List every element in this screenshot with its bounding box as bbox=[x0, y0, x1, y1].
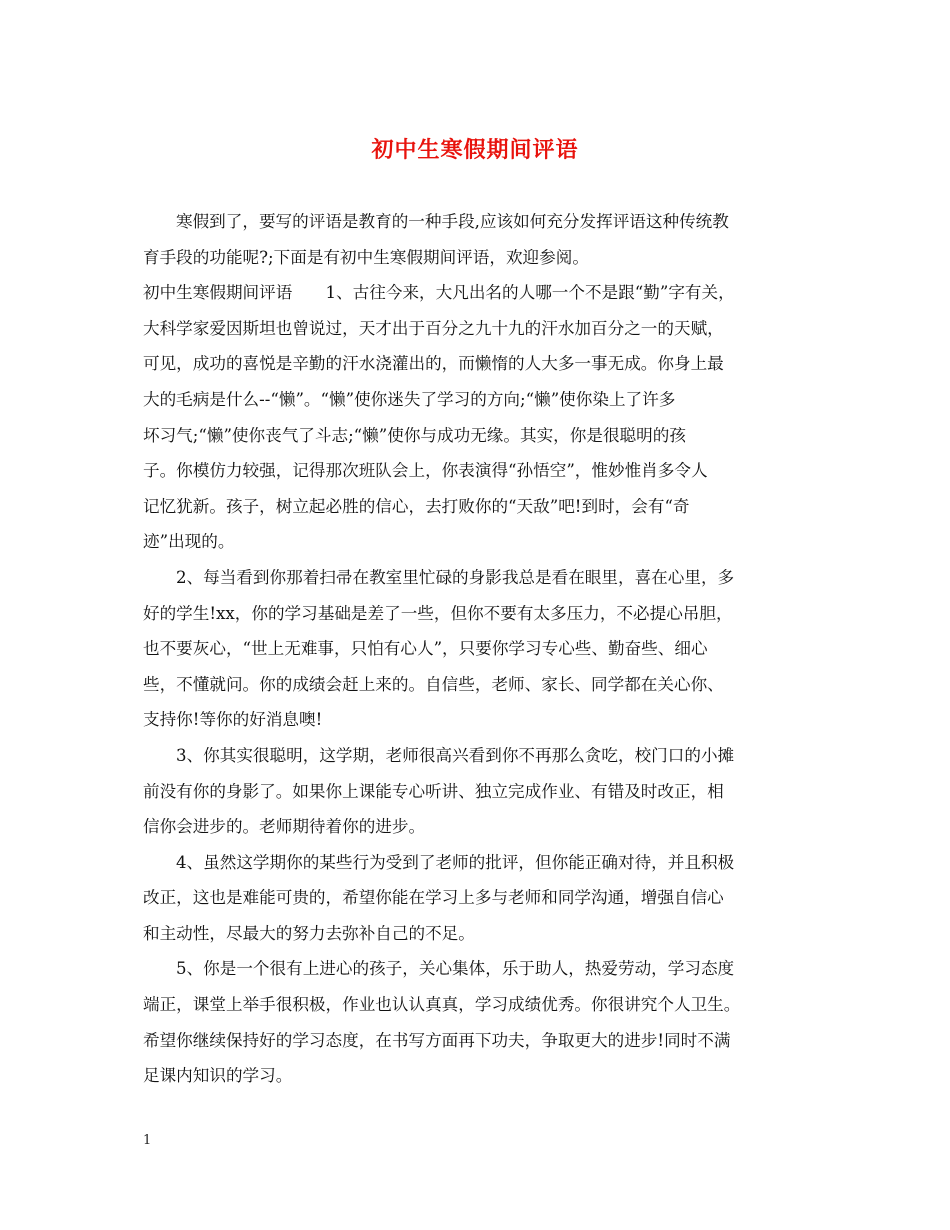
paragraph-line: 子。你模仿力较强，记得那次班队会上，你表演得“孙悟空”，惟妙惟肖多令人 bbox=[143, 461, 708, 481]
paragraph-line: 迹”出现的。 bbox=[143, 532, 235, 552]
paragraph-line: 信你会进步的。老师期待着你的进步。 bbox=[143, 817, 426, 837]
paragraph-line: 足课内知识的学习。 bbox=[143, 1066, 293, 1086]
paragraph-line: 3、你其实很聪明，这学期，老师很高兴看到你不再那么贪吃，校门口的小摊 bbox=[176, 745, 735, 765]
document-body bbox=[143, 204, 813, 1094]
document-title: 初中生寒假期间评语 bbox=[371, 137, 579, 163]
paragraph-line: 可见，成功的喜悦是辛勤的汗水浇灌出的，而懒惰的人大多一事无成。你身上最 bbox=[143, 354, 724, 374]
paragraph-line: 前没有你的身影了。如果你上课能专心听讲、独立完成作业、有错及时改正，相 bbox=[143, 781, 724, 801]
paragraph-line: 寒假到了，要写的评语是教育的一种手段,应该如何充分发挥评语这种传统教 bbox=[176, 212, 729, 231]
paragraph-line: 改正，这也是难能可贵的，希望你能在学习上多与老师和同学沟通，增强自信心 bbox=[143, 888, 724, 908]
paragraph-line: 希望你继续保持好的学习态度，在书写方面再下功夫，争取更大的进步!同时不满 bbox=[143, 1030, 731, 1050]
paragraph-line: 4、虽然这学期你的某些行为受到了老师的批评，但你能正确对待，并且积极 bbox=[176, 852, 735, 872]
paragraph-line: 支持你!等你的好消息噢! bbox=[143, 710, 323, 730]
paragraph-line: 和主动性，尽最大的努力去弥补自己的不足。 bbox=[143, 923, 475, 943]
paragraph-line: 2、每当看到你那着扫帚在教室里忙碌的身影我总是看在眼里，喜在心里，多 bbox=[176, 567, 735, 587]
paragraph-line: 也不要灰心，“世上无难事，只怕有心人”，只要你学习专心些、勤奋些、细心 bbox=[143, 639, 708, 659]
paragraph-line: 育手段的功能呢?;下面是有初中生寒假期间评语，欢迎参阅。 bbox=[143, 247, 589, 267]
paragraph-line: 大的毛病是什么--“懒”。“懒”使你迷失了学习的方向;“懒”使你染上了许多 bbox=[143, 389, 676, 409]
page-number: 1 bbox=[143, 1133, 152, 1148]
paragraph-line: 好的学生!xx，你的学习基础是差了一些，但你不要有太多压力，不必提心吊胆， bbox=[143, 603, 733, 623]
paragraph-line: 大科学家爱因斯坦也曾说过，天才出于百分之九十九的汗水加百分之一的天赋， bbox=[143, 318, 724, 338]
paragraph-line: 初中生寒假期间评语 1、古往今来，大凡出名的人哪一个不是跟“勤”字有关， bbox=[143, 283, 735, 303]
paragraph-line: 端正，课堂上举手很积极，作业也认认真真，学习成绩优秀。你很讲究个人卫生。 bbox=[143, 995, 741, 1015]
paragraph-line: 记忆犹新。孩子，树立起必胜的信心，去打败你的“天敌”吧!到时，会有“奇 bbox=[143, 496, 690, 516]
paragraph-line: 些，不懂就问。你的成绩会赶上来的。自信些，老师、家长、同学都在关心你、 bbox=[143, 674, 724, 694]
paragraph-line: 5、你是一个很有上进心的孩子，关心集体，乐于助人，热爱劳动，学习态度 bbox=[176, 959, 735, 979]
paragraph-line: 坏习气;“懒”使你丧气了斗志;“懒”使你与成功无缘。其实，你是很聪明的孩 bbox=[143, 425, 686, 445]
